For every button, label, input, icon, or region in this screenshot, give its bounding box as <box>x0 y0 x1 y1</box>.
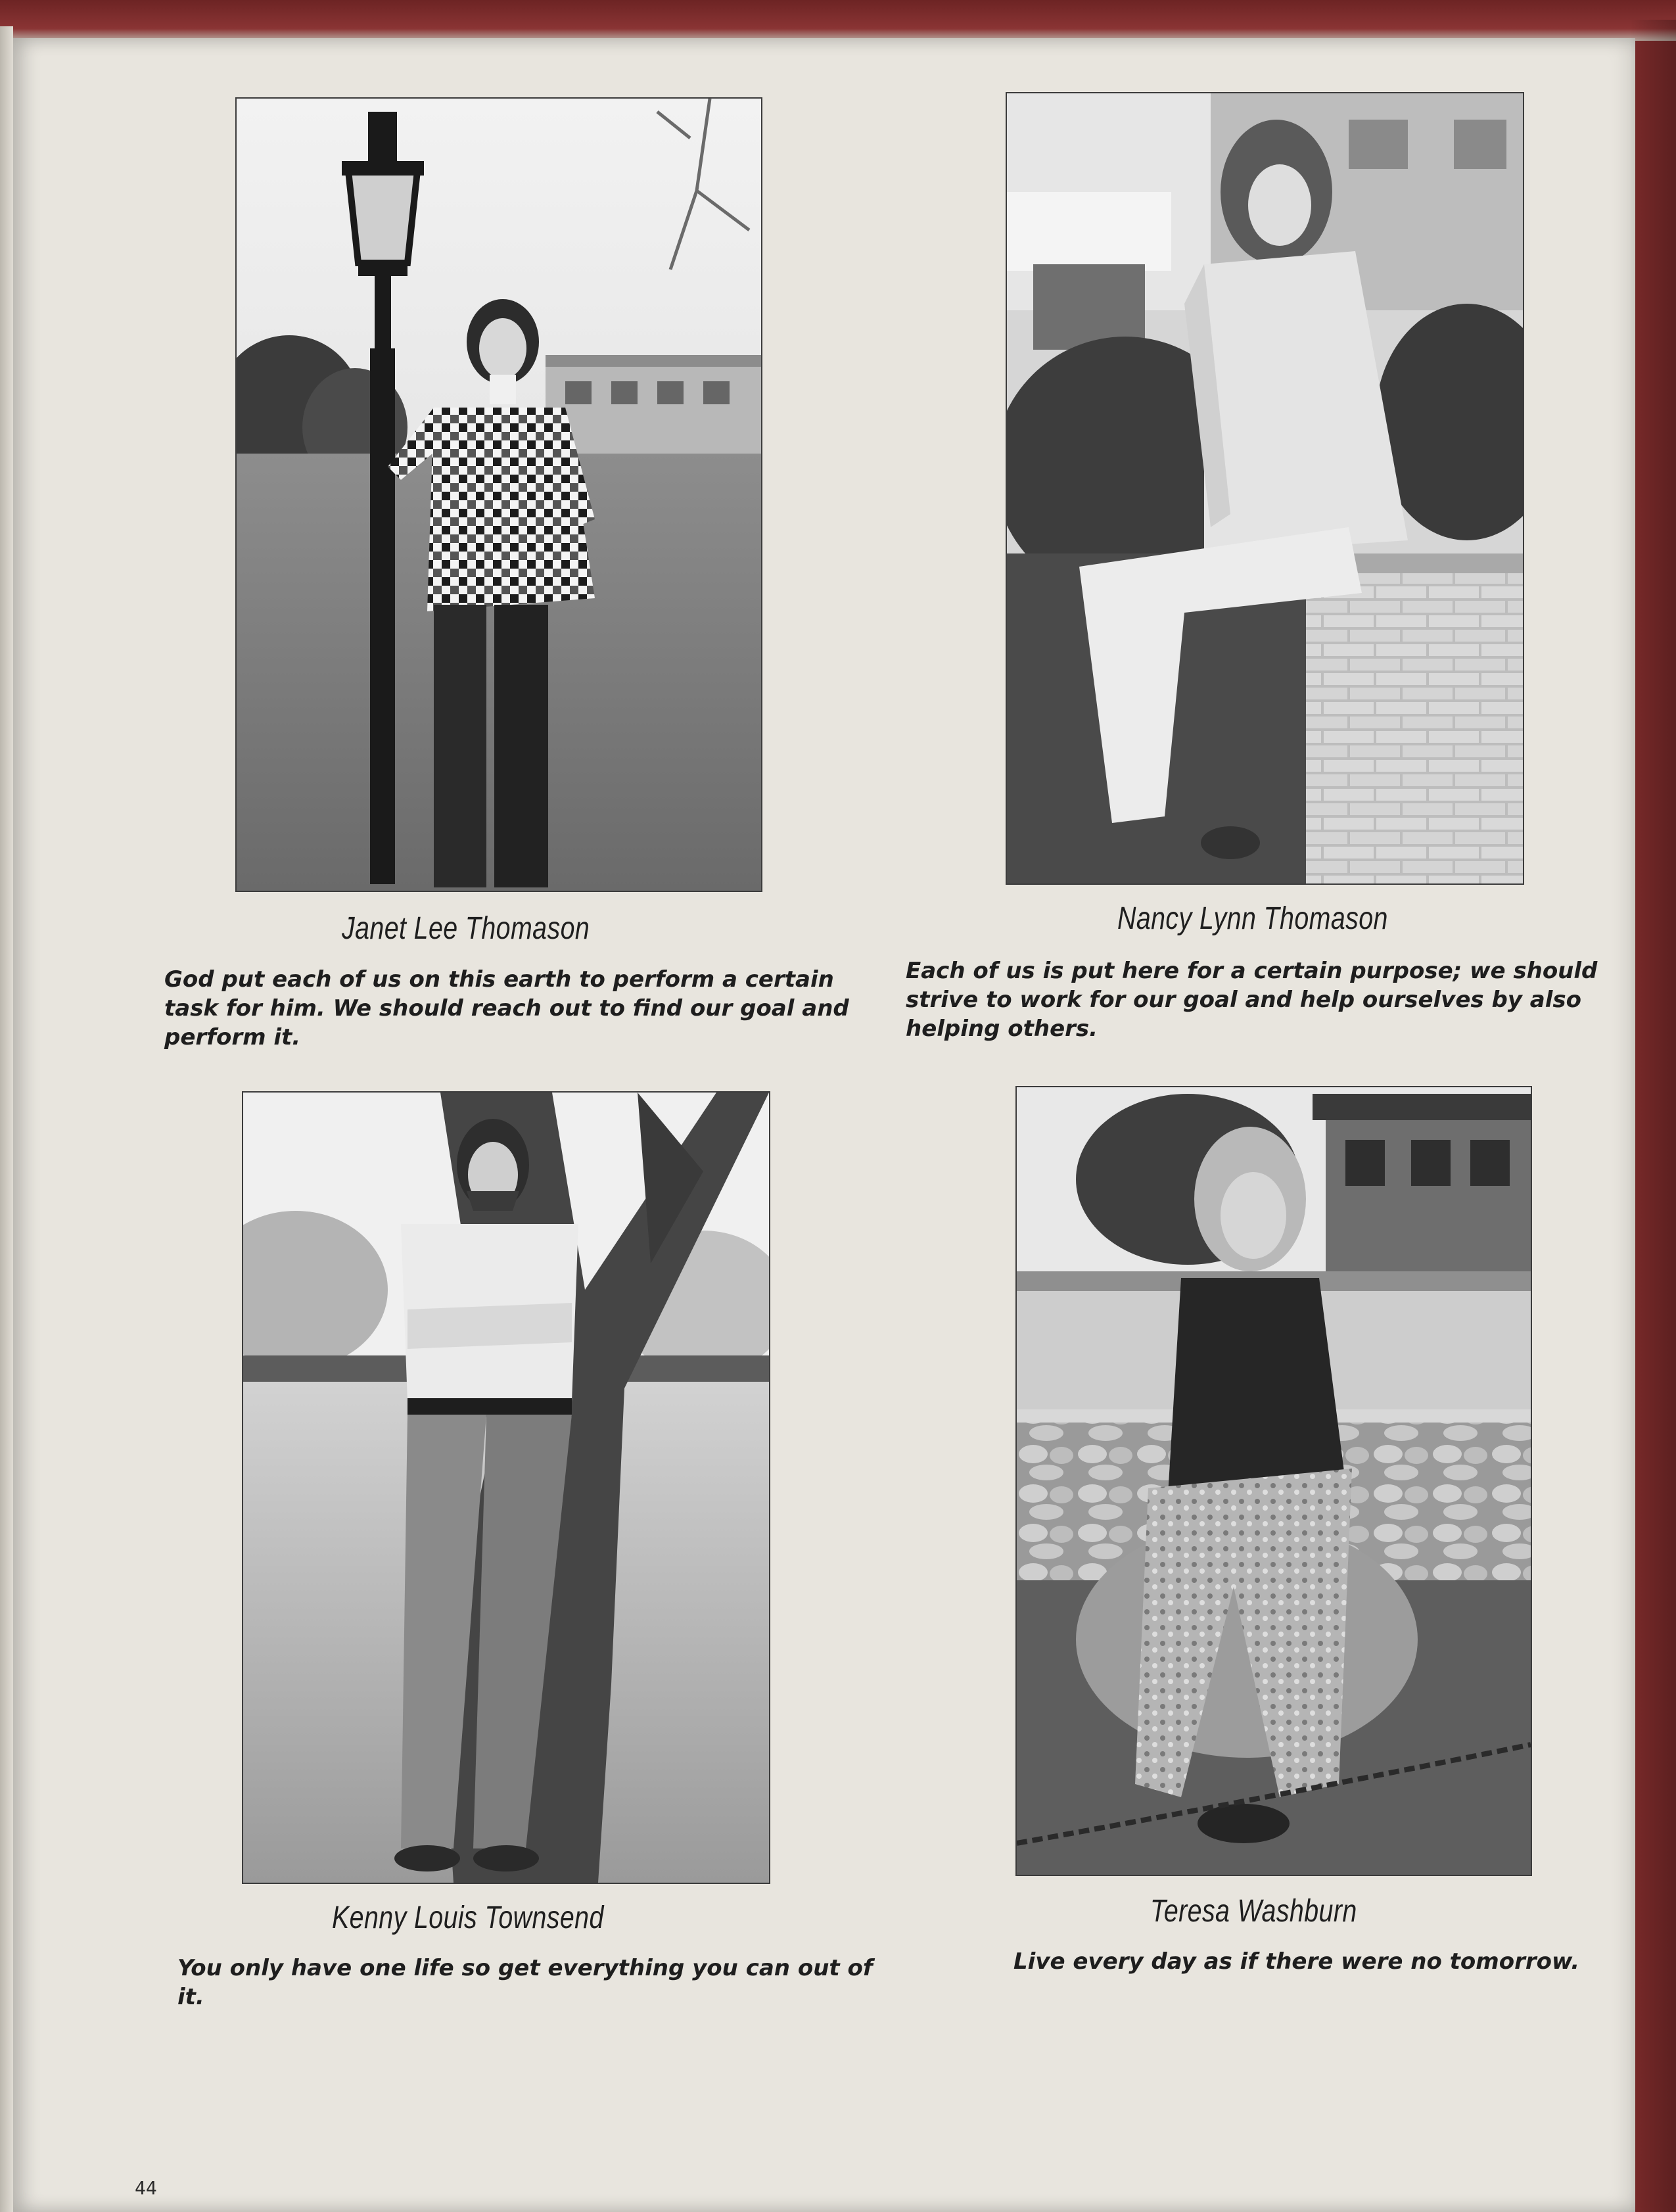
page-left-edge <box>0 26 13 2212</box>
portrait-photo-nancy <box>1006 92 1524 885</box>
student-quote: God put each of us on this earth to perform a certain task for him. We should reach out to find our goal and perform it. <box>164 966 849 1050</box>
portrait-photo-teresa <box>1015 1086 1532 1876</box>
book-cover-edge <box>0 0 1676 41</box>
portrait-photo-kenny <box>242 1091 770 1884</box>
portrait-photo-janet <box>235 97 762 892</box>
student-quote: Live every day as if there were no tomorrow. <box>1013 1948 1580 1975</box>
student-name: Teresa Washburn <box>1150 1894 1357 1929</box>
page-spine-shadow <box>1630 20 1676 2212</box>
student-quote: Each of us is put here for a certain purpose; we should strive to work for our goal and help ourselves by also helping others. <box>906 958 1598 1042</box>
student-name: Janet Lee Thomason <box>342 911 590 946</box>
page-number: 44 <box>135 2177 157 2199</box>
student-name: Nancy Lynn Thomason <box>1117 901 1388 936</box>
student-name: Kenny Louis Townsend <box>332 1900 604 1935</box>
student-quote: You only have one life so get everything you can out of it. <box>177 1955 873 2010</box>
